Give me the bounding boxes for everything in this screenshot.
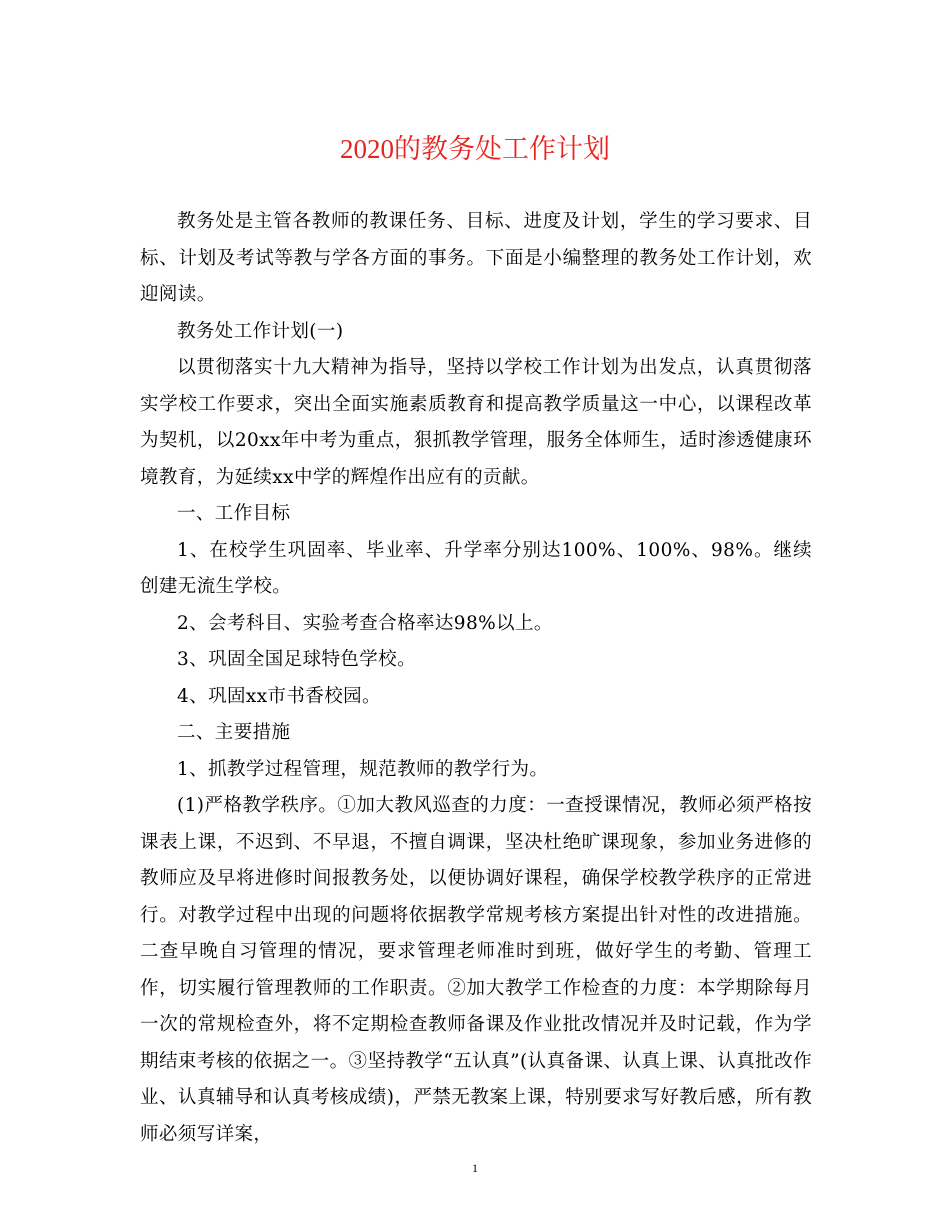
document-body <box>140 204 812 1153</box>
page-number: 1 <box>472 1161 478 1175</box>
section-heading-measures: 二、主要措施 <box>177 722 291 743</box>
goal-item-2: 2、会考科目、实验考查合格率达98%以上。 <box>177 612 553 634</box>
goal-item-3: 3、巩固全国足球特色学校。 <box>177 649 416 670</box>
section-heading-plan-one: 教务处工作计划(一) <box>177 320 344 342</box>
goal-item-4: 4、巩固xx市书香校园。 <box>177 685 381 707</box>
section-heading-goals: 一、工作目标 <box>177 503 291 524</box>
measure-detail-paragraph: (1)严格教学秩序。①加大教风巡查的力度：一查授课情况，教师必须严格按课表上课，不迟到、不早退，不擅自调课，坚决杜绝旷课现象，参加业务进修的教师应及早将进修时间报教务处，以便协调好课程，确保学校教学秩序的正常进行。对教学过程中出现的问题将依据教学常规考核方案提出针对性的改进措施。二查早晚自习管理的情况，要求管理老师准时到班，做好学生的考勤、管理工作，切实履行管理教师的工作职责。②加大教学工作检查的力度：本学期除每月一次的常规检查外，将不定期检查教师备课及作业批改情况并及时记载，作为学期结束考核的依据之一。③坚持教学“五认真”(认真备课、认真上课、认真批改作业、认真辅导和认真考核成绩)，严禁无教案上课，特别要求写好教后感，所有教师必须写详案， <box>140 795 812 1145</box>
goal-item-1: 1、在校学生巩固率、毕业率、升学率分别达100%、100%、98%。继续创建无流生学校。 <box>140 539 812 597</box>
intro-paragraph: 教务处是主管各教师的教课任务、目标、进度及计划，学生的学习要求、目标、计划及考试等教与学各方面的事务。下面是小编整理的教务处工作计划，欢迎阅读。 <box>140 211 812 305</box>
guiding-paragraph: 以贯彻落实十九大精神为指导，坚持以学校工作计划为出发点，认真贯彻落实学校工作要求，突出全面实施素质教育和提高教学质量这一中心，以课程改革为契机，以20xx年中考为重点，狠抓教学管理，服务全体师生，适时渗透健康环境教育，为延续xx中学的辉煌作出应有的贡献。 <box>140 357 812 488</box>
document-title: 2020的教务处工作计划 <box>340 134 610 164</box>
measure-item-1: 1、抓教学过程管理，规范教师的教学行为。 <box>177 758 549 780</box>
